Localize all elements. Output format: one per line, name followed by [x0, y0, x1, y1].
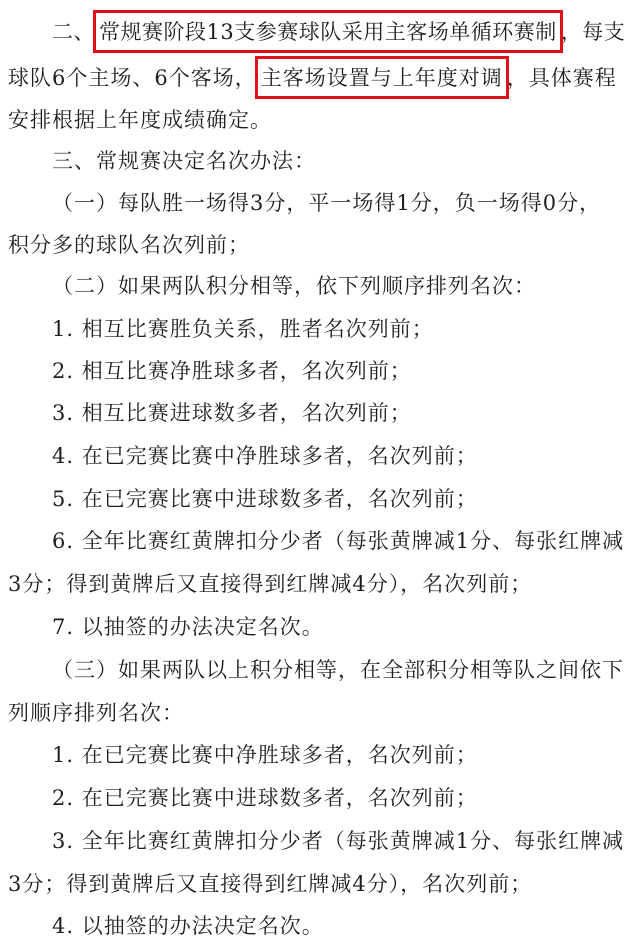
para1-after1: ，每支: [560, 20, 626, 44]
rule3-item-1: 1. 在已完赛比赛中净胜球多者，名次列前；: [52, 743, 478, 767]
para1-line2-start: 球队6个主场、6个客场，: [8, 66, 257, 90]
rule2-item-3: 3. 相互比赛进球数多者，名次列前；: [52, 401, 412, 425]
highlight-box-home-away: [258, 63, 506, 93]
rule2-item-7: 7. 以抽签的办法决定名次。: [52, 615, 324, 639]
highlight-box-format: [96, 17, 560, 47]
section3-heading: 三、常规赛决定名次办法：: [52, 149, 316, 173]
para1-line3: 安排根据上年度成绩确定。: [8, 108, 272, 132]
rule1-line2: 积分多的球队名次列前；: [8, 233, 250, 257]
para1-line2: [8, 63, 617, 93]
highlight-text-format: 常规赛阶段13支参赛球队采用主客场单循环赛制: [99, 20, 557, 44]
rule3-item-3-line1: 3. 全年比赛红黄牌扣分少者（每张黄牌减1分、每张红牌减: [52, 829, 625, 853]
rule2-item-5: 5. 在已完赛比赛中进球数多者，名次列前；: [52, 487, 478, 511]
rule3-line1: （三）如果两队以上积分相等，在全部积分相等队之间依下: [52, 658, 624, 682]
highlight-text-home-away: 主客场设置与上年度对调: [260, 66, 503, 90]
rule2-item-6-line1: 6. 全年比赛红黄牌扣分少者（每张黄牌减1分、每张红牌减: [52, 529, 625, 553]
para1-after2: ，具体赛程: [506, 66, 617, 90]
rule3-item-4: 4. 以抽签的办法决定名次。: [52, 914, 324, 938]
rule3-item-2: 2. 在已完赛比赛中进球数多者，名次列前；: [52, 786, 478, 810]
rule3-line2: 列顺序排列名次：: [8, 701, 184, 725]
rule2-item-6-line2: 3分；得到黄牌后又直接得到红牌减4分），名次列前；: [8, 572, 533, 596]
rule2-item-1: 1. 相互比赛胜负关系，胜者名次列前；: [52, 317, 434, 341]
rule2-item-4: 4. 在已完赛比赛中净胜球多者，名次列前；: [52, 444, 478, 468]
rule2-heading: （二）如果两队积分相等，依下列顺序排列名次：: [52, 274, 536, 298]
rule2-item-2: 2. 相互比赛净胜球多者，名次列前；: [52, 359, 412, 383]
para1-line1: [52, 17, 625, 47]
para1-prefix: 二、: [52, 20, 95, 44]
rule1-line1: （一）每队胜一场得3分，平一场得1分，负一场得0分，: [52, 191, 602, 215]
rule3-item-3-line2: 3分；得到黄牌后又直接得到红牌减4分），名次列前；: [8, 872, 533, 896]
